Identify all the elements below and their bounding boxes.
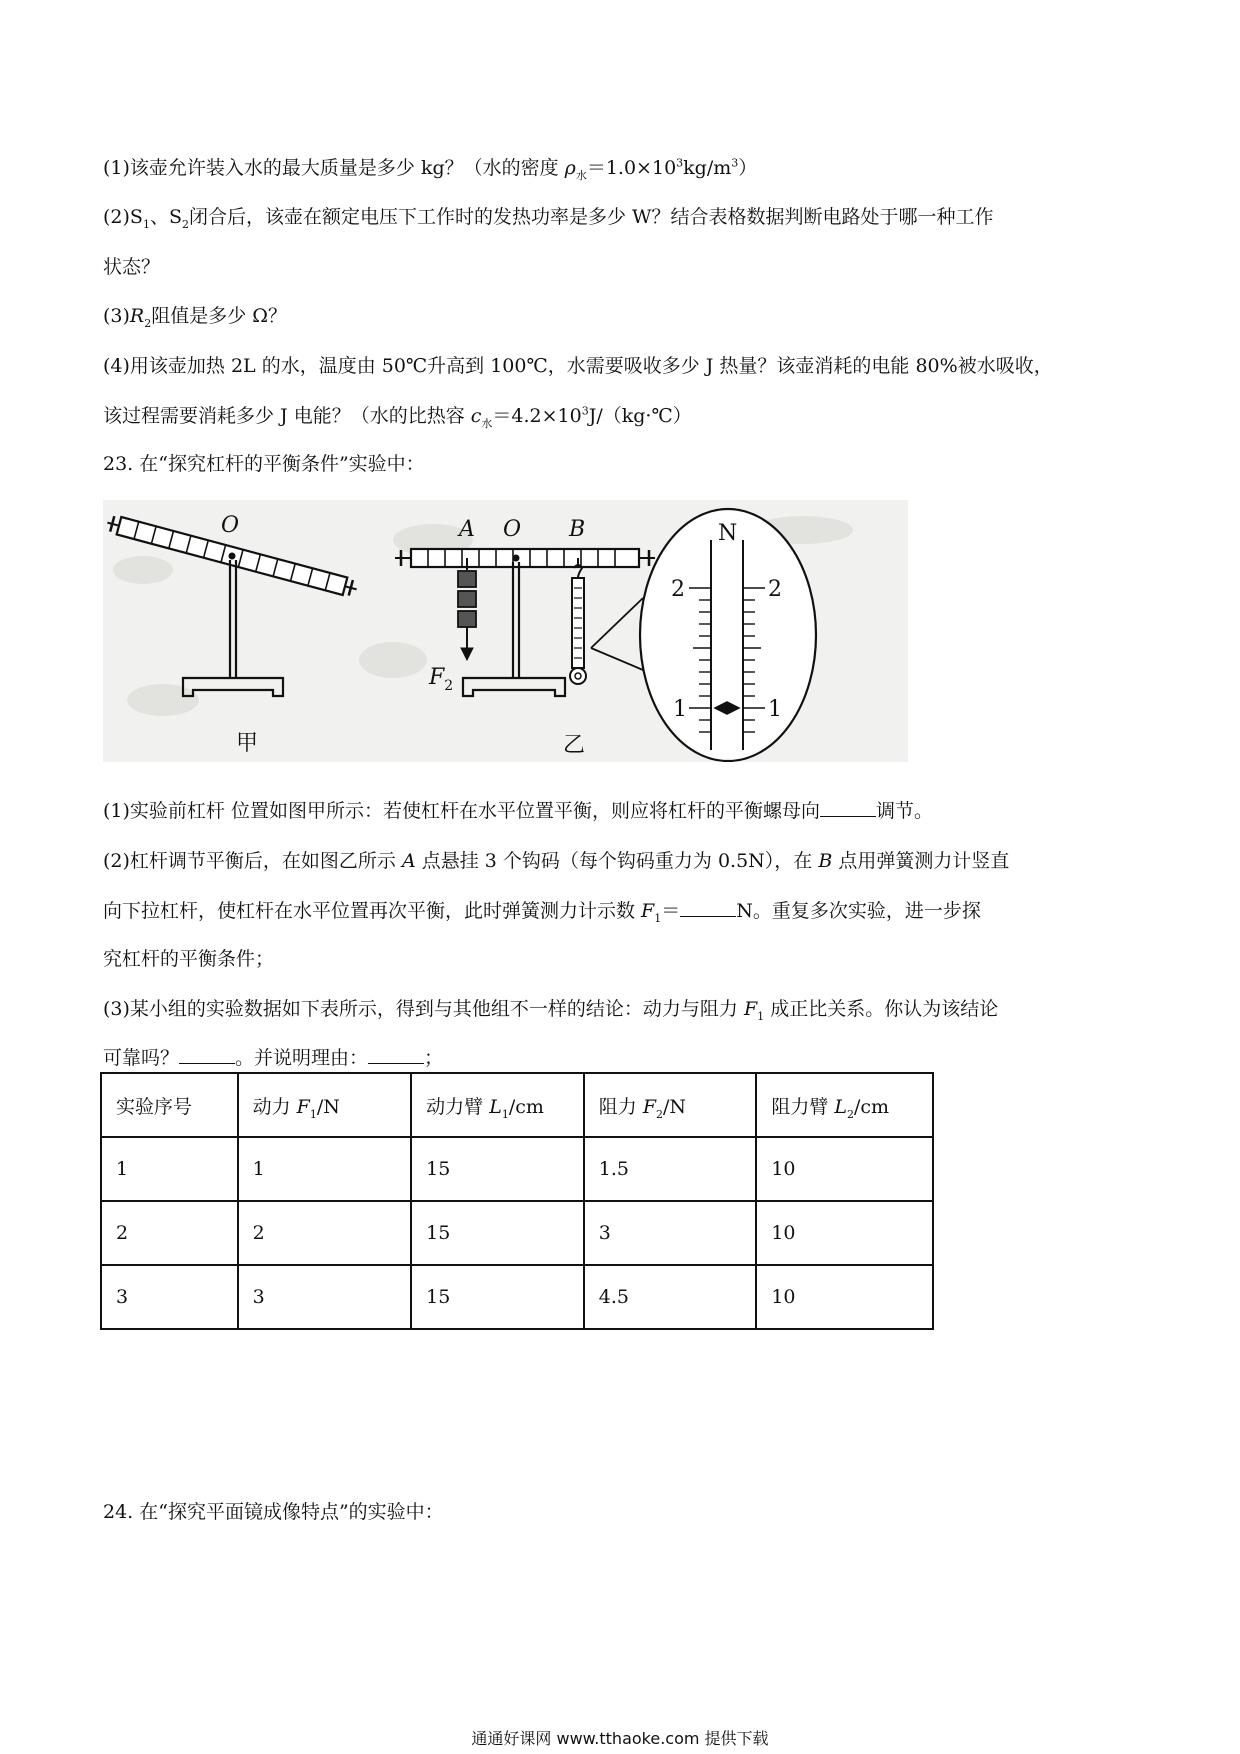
q22-part2-cont: 状态？: [103, 256, 161, 278]
caption-yi: 乙: [563, 733, 586, 758]
experiment-data-table: [100, 1072, 934, 1330]
table-row: [101, 1137, 933, 1201]
table-header-cell: 动力臂 $L_1/cm$: [411, 1073, 584, 1137]
scale-label-2-left: 2: [671, 577, 685, 602]
q23-part2-cont: 向下拉杠杆，使杠杆在水平位置再次平衡，此时弹簧测力计示数 $F_1= N$。重复多次实验，进一步探: [103, 900, 981, 925]
q22-part3: $(3)R_2$阻值是多少 Ω？: [103, 305, 288, 330]
table-cell: 3: [238, 1265, 412, 1329]
q23-part3: (3)某小组的实验数据如下表所示，得到与其他组不一样的结论：动力与阻力 $F_1$ 成正比关系。你认为该结论: [103, 998, 999, 1023]
table-cell: 15: [411, 1265, 584, 1329]
weights-at-a: [458, 571, 476, 627]
lever-figure: [103, 500, 908, 762]
scale-label-1-left: 1: [673, 697, 687, 722]
answer-blank-4: [368, 1045, 424, 1064]
table-header-cell: 动力 $F_1/N$: [238, 1073, 412, 1137]
table-cell: 3: [101, 1265, 238, 1329]
q23-part2: (2)杠杆调节平衡后，在如图乙所示 A 点悬挂 3 个钩码（每个钩码重力为 0.5N），在 B 点用弹簧测力计竖直: [103, 850, 1010, 872]
label-b: B: [569, 517, 586, 542]
q23-title: 23. 在“探究杠杆的平衡条件”实验中：: [103, 453, 425, 475]
table-cell: 4.5: [584, 1265, 757, 1329]
label-a: A: [459, 517, 475, 542]
q22-part1: (1)该壶允许装入水的最大质量是多少 kg？（水的密度 $\rho_水=1.0\times 10^3kg/m^3$）: [103, 156, 758, 182]
q22-part2: $(2)S_1$、$S_2$闭合后，该壶在额定电压下工作时的发热功率是多少 W？结合表格数据判断电路处于哪一种工作: [103, 206, 994, 231]
q23-part1: (1)实验前杠杆 位置如图甲所示：若使杠杆在水平位置平衡，则应将杠杆的平衡螺母向 调节。: [103, 800, 933, 822]
table-cell: 2: [238, 1201, 412, 1265]
table-cell: 3: [584, 1201, 757, 1265]
table-cell: 1: [101, 1137, 238, 1201]
table-cell: 15: [411, 1201, 584, 1265]
table-header-cell: 阻力 $F_2/N$: [584, 1073, 757, 1137]
label-n: N: [718, 521, 738, 546]
q24-title: 24. 在“探究平面镜成像特点”的实验中：: [103, 1501, 444, 1523]
pivot-jia: [229, 553, 235, 559]
pivot-yi: [513, 555, 519, 561]
q22-part4-cont: 该过程需要消耗多少 J 电能？（水的比热容 $c_水=4.2\times 10^3J/(kg\cdot℃)$: [103, 404, 692, 430]
label-o-yi: O: [503, 517, 522, 542]
label-o-jia: O: [221, 513, 240, 538]
table-row: [101, 1265, 933, 1329]
page-footer: 通通好课网 www.tthaoke.com 提供下载: [471, 1729, 769, 1748]
table-cell: 10: [756, 1137, 933, 1201]
answer-blank-3: [179, 1045, 235, 1064]
scale-zoom-callout: [640, 509, 816, 761]
answer-blank-2: [680, 898, 736, 917]
q23-part2-cont2: 究杠杆的平衡条件；: [103, 948, 275, 970]
table-cell: 1: [238, 1137, 412, 1201]
table-cell: 1.5: [584, 1137, 757, 1201]
table-row: [101, 1201, 933, 1265]
table-header-cell: 实验序号: [101, 1073, 238, 1137]
scale-label-2-right: 2: [768, 577, 782, 602]
table-cell: 15: [411, 1137, 584, 1201]
answer-blank-1: [820, 798, 876, 817]
scale-label-1-right: 1: [768, 697, 782, 722]
table-cell: 2: [101, 1201, 238, 1265]
spring-scale: [572, 578, 584, 668]
table-cell: 10: [756, 1265, 933, 1329]
label-f2: $F_2$: [429, 665, 454, 694]
table-header-row: [101, 1073, 933, 1137]
q23-part3-cont: 可靠吗？ 。并说明理由： ；: [103, 1047, 444, 1069]
caption-jia: 甲: [236, 731, 259, 756]
table-cell: 10: [756, 1201, 933, 1265]
table-header-cell: 阻力臂 $L_2/cm$: [756, 1073, 933, 1137]
q22-part4: (4)用该壶加热 2L 的水，温度由 50℃升高到 100℃，水需要吸收多少 J 热量？该壶消耗的电能 80%被水吸收，: [103, 355, 1053, 377]
